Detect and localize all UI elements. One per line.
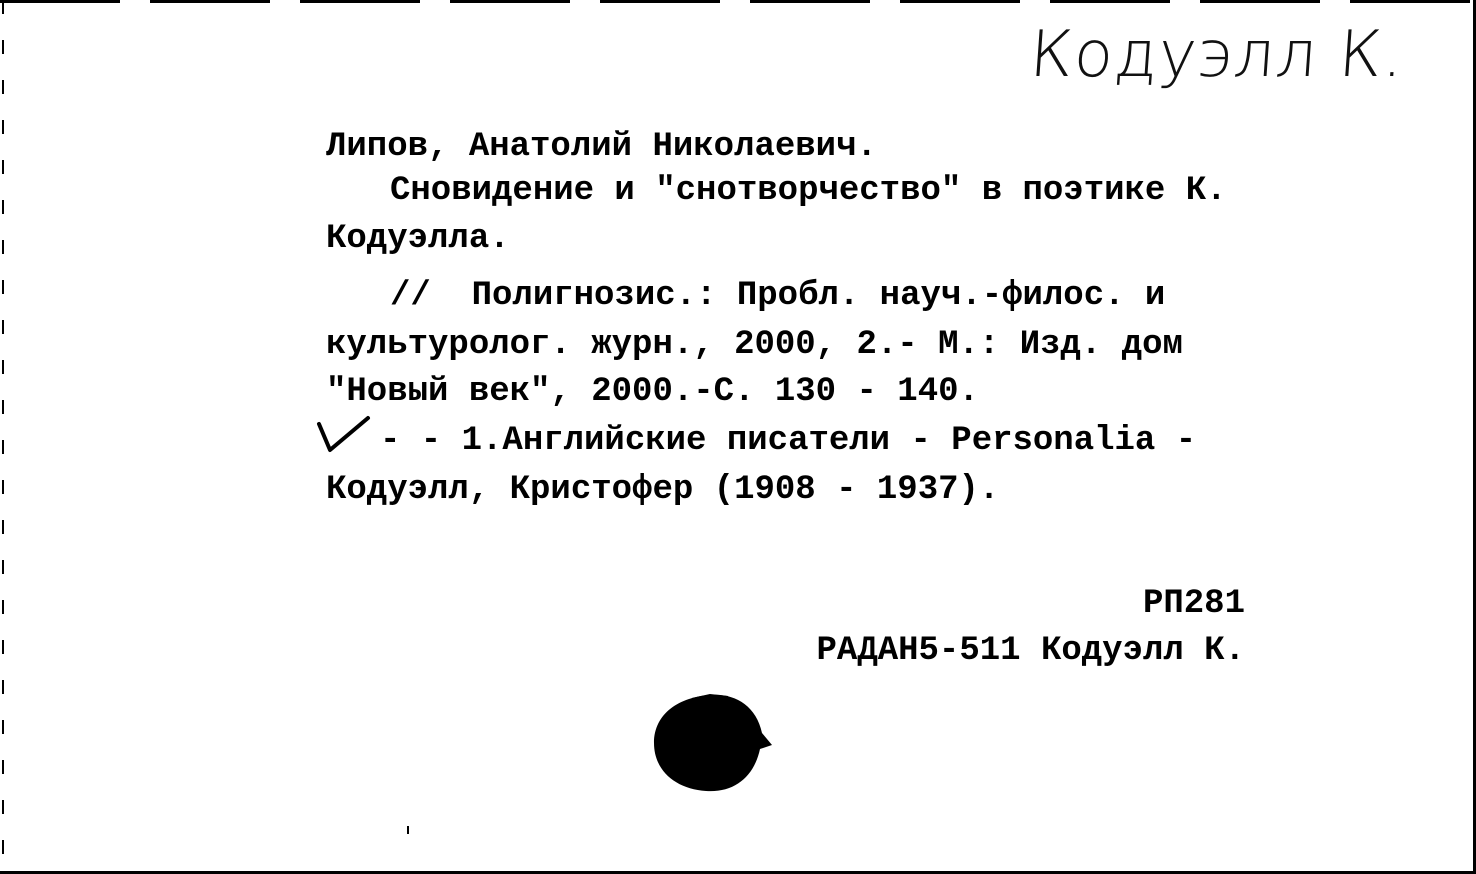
author-line: Липов, Анатолий Николаевич. [326, 128, 877, 166]
catalog-code: РАДАН5-511 Кодуэлл К. [816, 632, 1245, 670]
source-line-3: "Новый век", 2000.-С. 130 - 140. [326, 373, 979, 411]
source-line-2: культуролог. журн., 2000, 2.- М.: Изд. дом [326, 326, 1183, 364]
source-line-1: // Полигнозис.: Пробл. науч.-филос. и [390, 277, 1166, 315]
title-line-1: Сновидение и "снотворчество" в поэтике К. [390, 172, 1227, 210]
subject-line-1: - - 1.Английские писатели - Personalia - [380, 422, 1197, 460]
shelf-code: РП281 [1142, 585, 1245, 623]
handwritten-heading: Кодуэлл К. [1027, 18, 1407, 92]
checkmark-icon [316, 414, 372, 456]
punch-hole-icon [652, 693, 778, 797]
ink-speck [407, 826, 409, 834]
title-line-2: Кодуэлла. [326, 220, 510, 258]
subject-line-2: Кодуэлл, Кристофер (1908 - 1937). [326, 471, 1000, 509]
